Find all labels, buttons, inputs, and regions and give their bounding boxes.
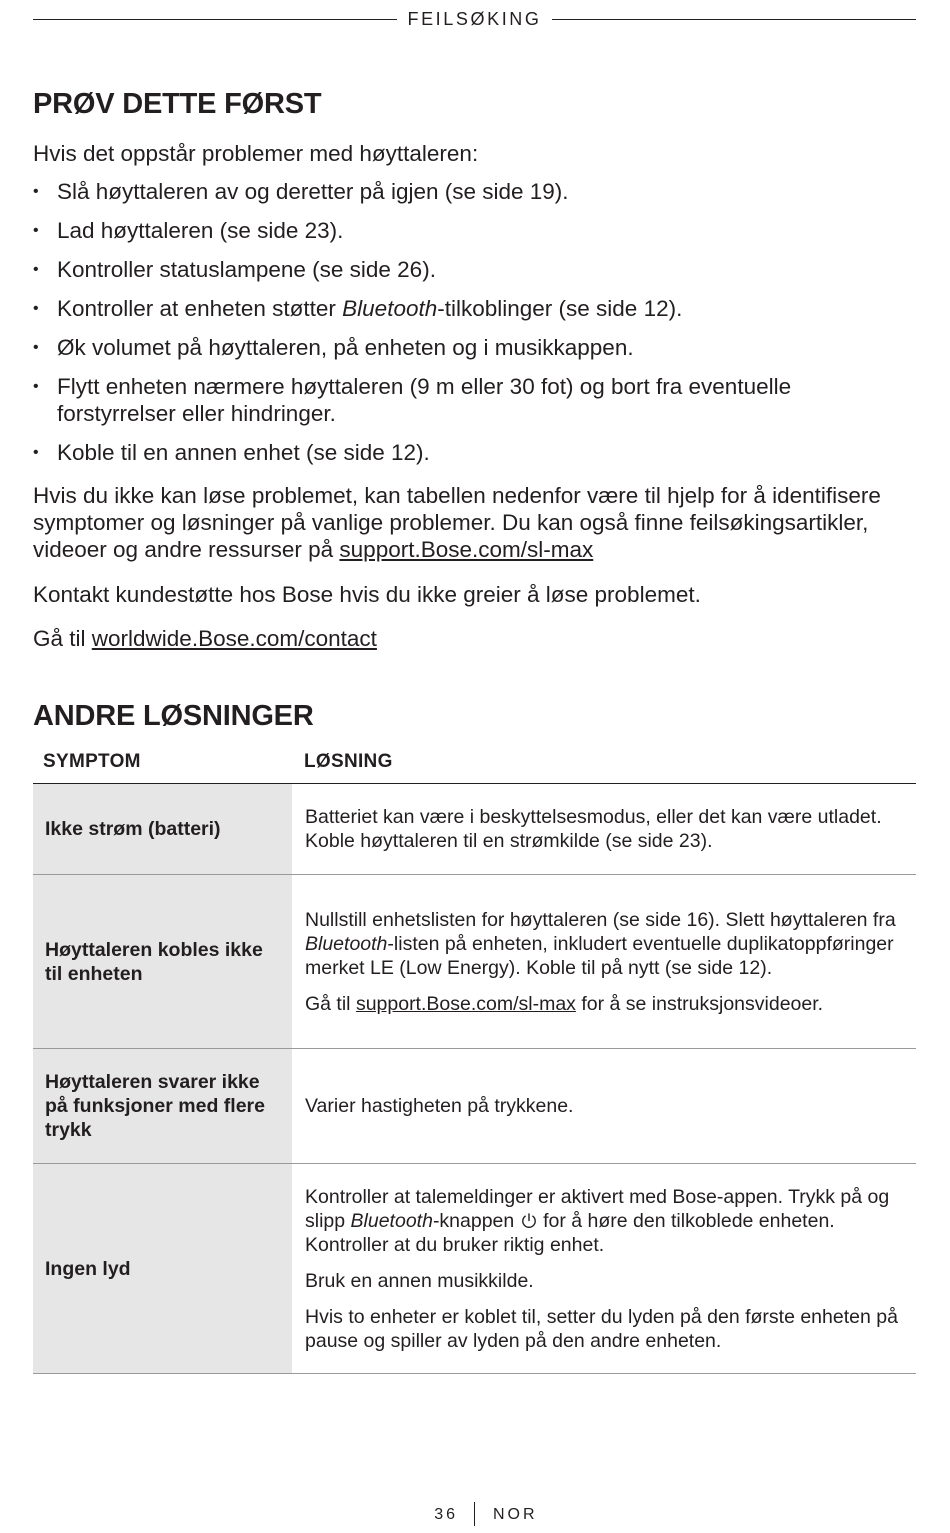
- support-link[interactable]: support.Bose.com/sl-max: [339, 537, 594, 562]
- help-paragraph: Hvis du ikke kan løse problemet, kan tabellen nedenfor være til hjelp for å identifisere symptomer og løsninger på vanlige problemer. Du kan også finne feilsøkingsartikler, videoer og andre ressurser på support.Bose.com/sl-max: [33, 483, 881, 562]
- language-code: NOR: [493, 1506, 538, 1523]
- bullet-icon: •: [33, 261, 39, 278]
- symptom-cell: Ingen lyd: [33, 1164, 292, 1373]
- table-row: [33, 875, 916, 1049]
- bullet-icon: •: [33, 300, 39, 317]
- solution-cell: Batteriet kan være i beskyttelsesmodus, eller det kan være utladet. Koble høyttaleren til en strømkilde (se side 23).: [305, 806, 882, 852]
- bullet-icon: •: [33, 339, 39, 356]
- section-title: FEILSØKING: [407, 9, 542, 29]
- symptom-cell: Høyttaleren kobles ikke til enheten: [33, 875, 292, 1048]
- footer-separator: [474, 1502, 475, 1526]
- solution-cell: Kontroller at talemeldinger er aktivert med Bose-appen. Trykk på og slipp Bluetooth-knappen for å høre den tilkoblede enheten. Kontroller at du bruker riktig enhet. Bruk en annen musikkilde. Hvis to enheter er koblet til, setter du lyden på den første enheten på pause og spiller av lyden på den andre enheten.: [305, 1185, 898, 1352]
- page-number: 36: [434, 1506, 458, 1523]
- contact-link[interactable]: worldwide.Bose.com/contact: [91, 626, 377, 651]
- column-header-solution: LØSNING: [304, 751, 393, 772]
- other-solutions-heading: ANDRE LØSNINGER: [33, 700, 314, 732]
- support-link[interactable]: support.Bose.com/sl-max: [355, 992, 576, 1015]
- solution-cell: Nullstill enhetslisten for høyttaleren (se side 16). Slett høyttaleren fra Bluetooth-listen på enheten, inkludert eventuelle duplikatoppføringer merket LE (Low Energy). Koble til på nytt (se side 12). Gå til support.Bose.com/sl-max for å se instruksjonsvideoer.: [305, 908, 896, 1015]
- intro-text: Hvis det oppstår problemer med høyttaleren:: [33, 141, 479, 166]
- list-item: • Lad høyttaleren (se side 23).: [33, 218, 344, 243]
- power-icon: [520, 1212, 538, 1230]
- bullet-icon: •: [33, 378, 39, 395]
- try-first-list: [33, 178, 916, 478]
- contact-link-paragraph: Gå til worldwide.Bose.com/contact: [33, 626, 377, 651]
- page-footer: [0, 1502, 950, 1528]
- header-rule-left: [33, 19, 397, 20]
- list-item: • Kontroller statuslampene (se side 26).: [33, 257, 436, 282]
- bullet-icon: •: [33, 444, 39, 461]
- section-header: [33, 8, 916, 32]
- table-header: [33, 748, 916, 784]
- list-item: • Øk volumet på høyttaleren, på enheten og i musikkappen.: [33, 335, 634, 360]
- contact-paragraph: Kontakt kundestøtte hos Bose hvis du ikke greier å løse problemet.: [33, 582, 701, 607]
- list-item: • Flytt enheten nærmere høyttaleren (9 m eller 30 fot) og bort fra eventuelle forstyrrelser eller hindringer.: [33, 374, 792, 426]
- table-row: [33, 1164, 916, 1374]
- table-row: [33, 1049, 916, 1164]
- table-row: [33, 784, 916, 875]
- bullet-icon: •: [33, 183, 39, 200]
- bullet-icon: •: [33, 222, 39, 239]
- symptom-cell: Høyttaleren svarer ikke på funksjoner med flere trykk: [33, 1049, 292, 1163]
- column-header-symptom: SYMPTOM: [43, 751, 141, 772]
- try-first-heading: PRØV DETTE FØRST: [33, 88, 322, 120]
- solution-cell: Varier hastigheten på trykkene.: [305, 1095, 574, 1117]
- header-rule-right: [552, 19, 916, 20]
- list-item: • Koble til en annen enhet (se side 12).: [33, 440, 430, 465]
- list-item: • Kontroller at enheten støtter Bluetooth-tilkoblinger (se side 12).: [33, 296, 683, 321]
- symptom-cell: Ikke strøm (batteri): [33, 784, 292, 874]
- list-item: • Slå høyttaleren av og deretter på igjen (se side 19).: [33, 179, 569, 204]
